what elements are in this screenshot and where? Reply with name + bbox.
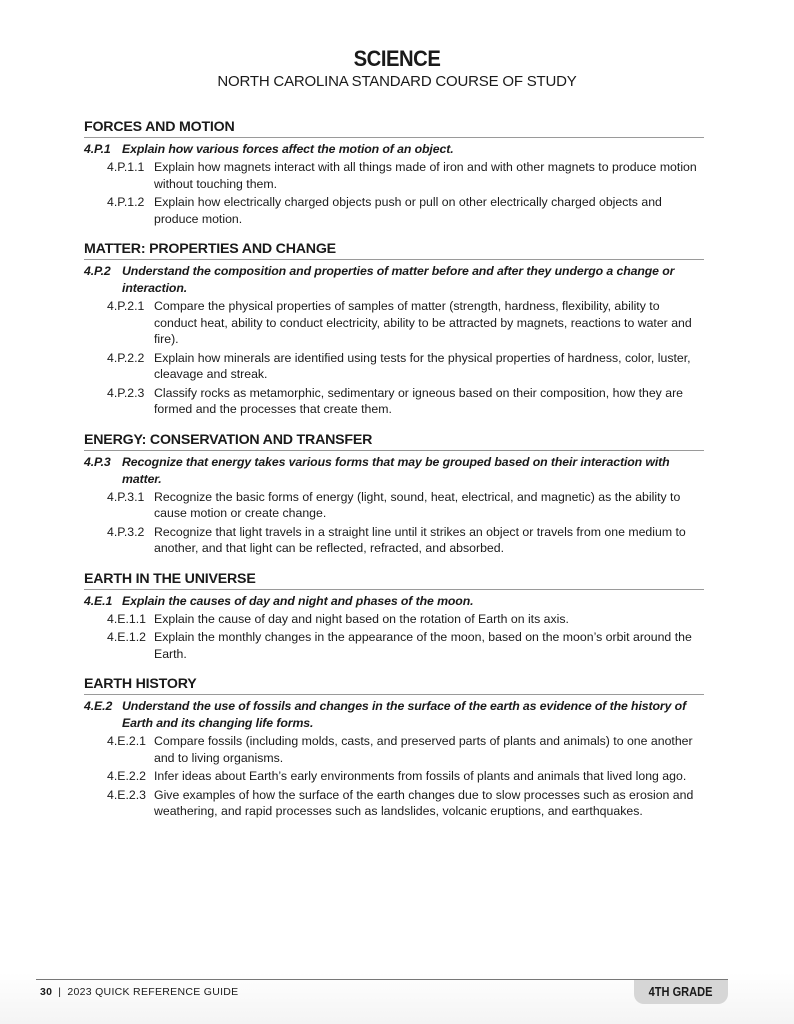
standard-code: 4.P.1.2 <box>107 195 145 209</box>
objective-text: Understand the use of fossils and changes in the surface of the earth as evidence of the history of Earth and its changing life forms. <box>122 699 687 730</box>
objective-code: 4.E.1 <box>84 593 113 608</box>
standard-code: 4.E.2.3 <box>107 787 146 802</box>
standard-code: 4.P.2.1 <box>107 299 145 313</box>
section-energy <box>84 431 704 557</box>
standard-text: Explain the cause of day and night based on the rotation of Earth on its axis. <box>154 611 569 626</box>
objective <box>84 593 704 610</box>
objective-text: Explain how various forces affect the motion of an object. <box>122 142 454 156</box>
standard-code: 4.P.3.2 <box>107 524 145 539</box>
objective-text: Understand the composition and properties of matter before and after they undergo a change or interaction. <box>122 264 675 295</box>
standard-item <box>107 787 704 820</box>
standard-text: Explain how electrically charged objects push or pull on other electrically charged objects and produce motion. <box>154 195 662 226</box>
standard-text: Explain how magnets interact with all things made of iron and with other magnets to produce motion without touching them. <box>154 160 697 191</box>
objective-code: 4.P.3 <box>84 454 111 469</box>
objective-text: Explain the causes of day and night and phases of the moon. <box>122 593 474 608</box>
standard-text: Recognize that light travels in a straight line until it strikes an object or travels from one medium to another, and that light can be reflected, refracted, and absorbed. <box>154 524 686 555</box>
standard-code: 4.E.1.2 <box>107 630 146 644</box>
objective-code: 4.P.1 <box>84 142 111 156</box>
guide-title: 2023 QUICK REFERENCE GUIDE <box>67 986 239 998</box>
footer-separator: | <box>58 986 62 998</box>
standard-code: 4.P.2.3 <box>107 385 145 400</box>
standard-item <box>107 298 704 348</box>
standard-text: Compare the physical properties of samples of matter (strength, hardness, flexibility, ability to conduct heat, ability to conduct electricity, ability to be attracted by magnets, reactions to water and fire). <box>154 299 692 346</box>
grade-tab <box>634 980 728 1004</box>
objective <box>84 263 704 297</box>
standard-code: 4.P.3.1 <box>107 489 145 504</box>
standard-item <box>107 194 704 227</box>
standard-code: 4.P.1.1 <box>107 160 145 174</box>
standard-code: 4.E.2.2 <box>107 769 146 783</box>
standard-text: Classify rocks as metamorphic, sedimentary or igneous based on their composition, how they are formed and the processes that create them. <box>154 385 684 416</box>
section-title: EARTH IN THE UNIVERSE <box>84 570 704 590</box>
objective-code: 4.P.2 <box>84 264 111 278</box>
objective-text: Recognize that energy takes various forms that may be grouped based on their interaction with matter. <box>122 454 670 486</box>
section-forces-and-motion <box>84 118 704 227</box>
objective <box>84 141 704 158</box>
standard-item <box>107 385 704 418</box>
page-footer <box>36 979 728 999</box>
page-title: SCIENCE <box>353 46 441 71</box>
objective-code: 4.E.2 <box>84 699 113 713</box>
standard-text: Recognize the basic forms of energy (light, sound, heat, electrical, and magnetic) as the ability to cause motion or create change. <box>154 489 681 520</box>
standards-content <box>84 118 704 833</box>
section-title: FORCES AND MOTION <box>84 118 704 138</box>
standard-item <box>107 629 704 662</box>
section-matter <box>84 240 704 418</box>
standard-item <box>107 611 704 628</box>
standard-item <box>107 768 704 785</box>
standard-text: Infer ideas about Earth’s early environments from fossils of plants and animals that lived long ago. <box>154 769 687 783</box>
standard-text: Give examples of how the surface of the earth changes due to slow processes such as erosion and weathering, and rapid processes such as landslides, volcanic eruptions, and earthquakes. <box>154 787 694 818</box>
standard-code: 4.E.2.1 <box>107 734 146 748</box>
objective <box>84 454 704 488</box>
standard-item <box>107 489 704 522</box>
standard-text: Compare fossils (including molds, casts, and preserved parts of plants and animals) to one another and to living organisms. <box>154 734 693 765</box>
section-earth-in-the-universe <box>84 570 704 663</box>
page-header <box>0 46 794 92</box>
standard-item <box>107 350 704 383</box>
page-subtitle: NORTH CAROLINA STANDARD COURSE OF STUDY <box>217 73 577 90</box>
section-earth-history <box>84 675 704 820</box>
standard-code: 4.P.2.2 <box>107 350 145 365</box>
objective <box>84 698 704 732</box>
section-title: MATTER: PROPERTIES AND CHANGE <box>84 240 704 260</box>
standard-item <box>107 159 704 192</box>
standard-text: Explain the monthly changes in the appearance of the moon, based on the moon’s orbit around the Earth. <box>154 630 692 661</box>
standard-code: 4.E.1.1 <box>107 611 146 626</box>
footer-info <box>40 986 239 998</box>
page-number: 30 <box>40 986 53 998</box>
section-title: EARTH HISTORY <box>84 675 704 695</box>
grade-label: 4TH GRADE <box>649 984 713 999</box>
standard-text: Explain how minerals are identified using tests for the physical properties of hardness, color, luster, cleavage and streak. <box>154 350 691 381</box>
standard-item <box>107 733 704 766</box>
standard-item <box>107 524 704 557</box>
section-title: ENERGY: CONSERVATION AND TRANSFER <box>84 431 704 451</box>
